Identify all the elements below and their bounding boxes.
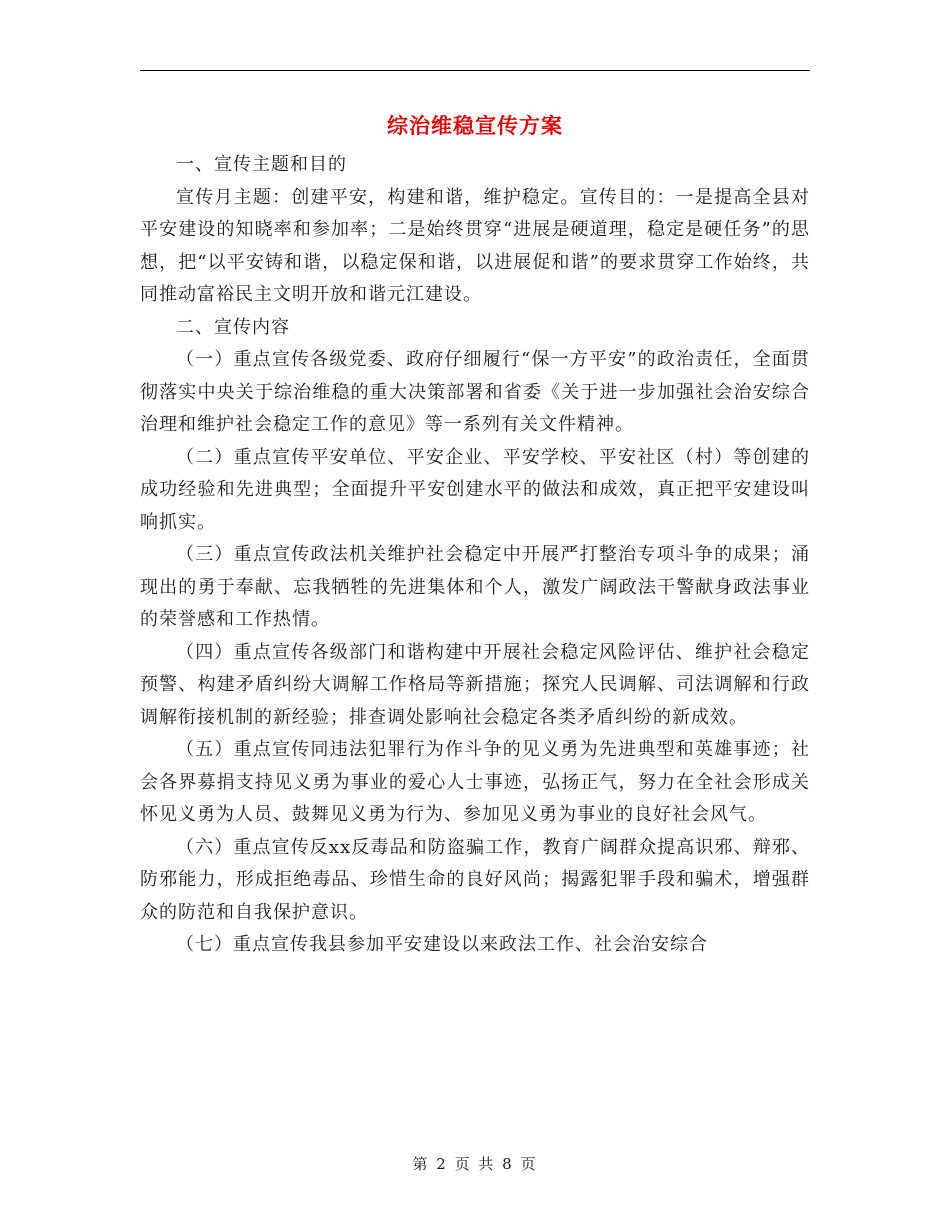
heading-content: 二、宣传内容 xyxy=(176,316,290,338)
paragraph-item-5: （五）重点宣传同违法犯罪行为作斗争的见义勇为先进典型和英雄事迹；社会各界募捐支持见义勇为事业的爱心人士事迹，弘扬正气，努力在全社会形成关怀见义勇为人员、鼓舞见义勇为行为、参加见义勇为事业的良好社会风气。 xyxy=(140,739,810,825)
page-number-footer: 第 2 页 共 8 页 xyxy=(412,1155,538,1173)
paragraph-item-1: （一）重点宣传各级党委、政府仔细履行“保一方平安”的政治责任，全面贯彻落实中央关于综治维稳的重大决策部署和省委《关于进一步加强社会治安综合治理和维护社会稳定工作的意见》等一系列有关文件精神。 xyxy=(140,349,810,435)
heading-theme-and-purpose: 一、宣传主题和目的 xyxy=(176,154,347,175)
paragraph-item-4: （四）重点宣传各级部门和谐构建中开展社会稳定风险评估、维护社会稳定预警、构建矛盾纠纷大调解工作格局等新措施；探究人民调解、司法调解和行政调解衔接机制的新经验；排查调处影响社会稳定各类矛盾纠纷的新成效。 xyxy=(140,641,810,728)
paragraph-item-2: （二）重点宣传平安单位、平安企业、平安学校、平安社区（村）等创建的成功经验和先进典型；全面提升平安创建水平的做法和成效，真正把平安建设叫响抓实。 xyxy=(140,446,810,533)
header-rule xyxy=(140,70,810,71)
document-title: 综治维稳宣传方案 xyxy=(387,113,563,138)
paragraph-item-6: （六）重点宣传反xx反毒品和防盗骗工作，教育广阔群众提高识邪、辩邪、防邪能力，形成拒绝毒品、珍惜生命的良好风尚；揭露犯罪手段和骗术，增强群众的防范和自我保护意识。 xyxy=(140,836,810,923)
paragraph-theme: 宣传月主题：创建平安，构建和谐，维护稳定。宣传目的：一是提高全县对平安建设的知晓率和参加率；二是始终贯穿“进展是硬道理，稳定是硬任务”的思想，把“以平安铸和谐，以稳定保和谐，以进展促和谐”的要求贯穿工作始终，共同推动富裕民主文明开放和谐元江建设。 xyxy=(140,186,810,305)
document-body xyxy=(140,149,810,962)
paragraph-item-3: （三）重点宣传政法机关维护社会稳定中开展严打整治专项斗争的成果；涌现出的勇于奉献、忘我牺牲的先进集体和个人，激发广阔政法干警献身政法事业的荣誉感和工作热情。 xyxy=(140,544,810,630)
paragraph-item-7: （七）重点宣传我县参加平安建设以来政法工作、社会治安综合 xyxy=(176,934,708,955)
